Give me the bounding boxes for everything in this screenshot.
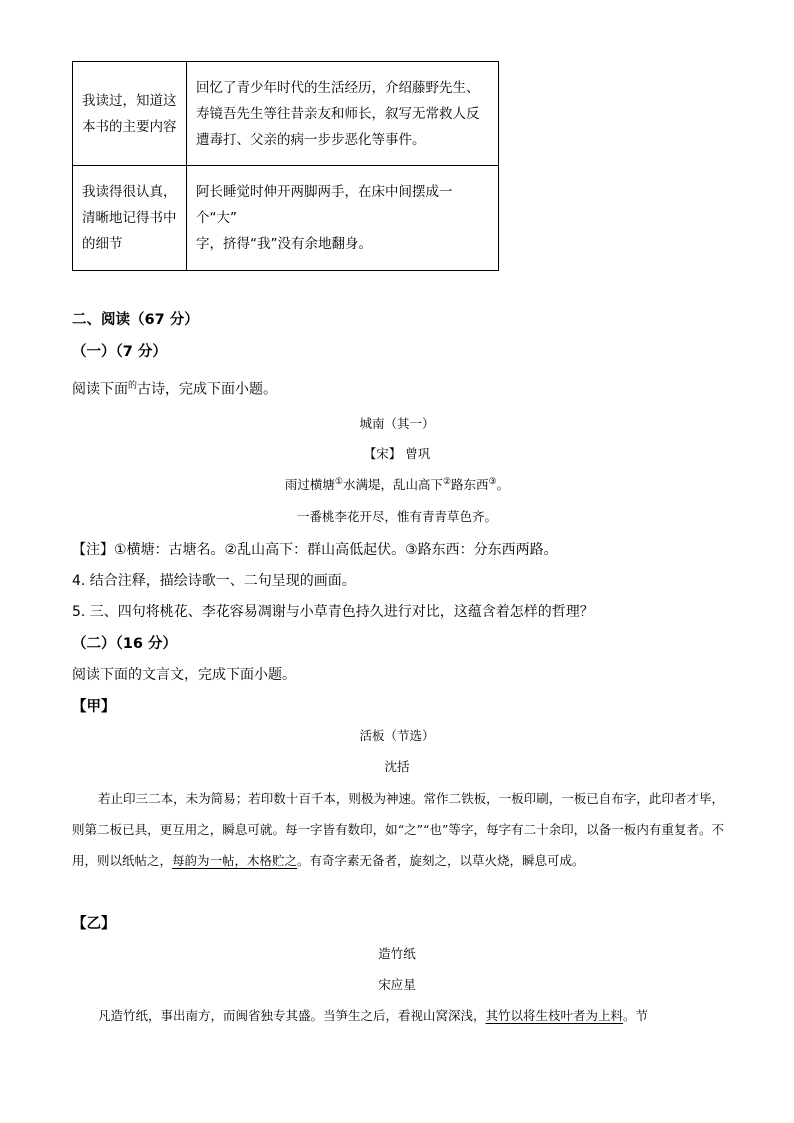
passage-text: 。节 — [623, 1008, 649, 1023]
question-4: 4. 结合注释，描绘诗歌一、二句呈现的画面。 — [72, 573, 356, 589]
instruction-segment: 古诗，完成下面小题。 — [137, 381, 278, 398]
part-heading: （二）（16 分） — [72, 636, 177, 652]
reading-record-table — [72, 61, 499, 271]
cell-text-line: 字，挤得“我”没有余地翻身。 — [196, 236, 372, 252]
passage-title: 活板（节选） — [359, 728, 435, 743]
poem-text: 。 — [496, 477, 510, 492]
passage-text: 。有奇字素无备者，旋刻之，以草火烧，瞬息可成。 — [297, 853, 585, 868]
passage-author: 沈括 — [384, 759, 410, 774]
table-row — [73, 166, 499, 271]
passage-label-jia: 【甲】 — [72, 699, 116, 715]
cell-text-line: 回忆了青少年时代的生活经历，介绍藤野先生、 — [196, 79, 480, 96]
table-content-cell — [187, 62, 499, 166]
cell-text-line: 阿长睡觉时伸开两脚两手，在床中间摆成一个“大” — [196, 184, 453, 226]
passage-text: 若止印三二本，未为简易；若印数十百千本，则极为神速。常作二铁板，一板印刷，一板已自布字，此印者才毕，则第二板已具，更互用之，瞬息可就。每一字皆有数印，如“之”“也”等字，每字有二十余印，以备一板内有重复者。不用，则以纸帖之， — [72, 791, 724, 868]
question-5: 5. 三、四句将桃花、李花容易凋谢与小草青色持久进行对比，这蕴含着怎样的哲理？ — [72, 604, 594, 620]
part-heading: （一）（7 分） — [72, 344, 167, 360]
cell-text-line: 本书的主要内容 — [82, 118, 177, 135]
instruction-segment: 阅读下面 — [72, 381, 128, 398]
instruction-text: 阅读下面的文言文，完成下面小题。 — [72, 667, 296, 683]
passage-label-yi: 【乙】 — [72, 916, 116, 932]
note-mark: ② — [442, 476, 452, 487]
underlined-sentence: 每韵为一帖，木格贮之 — [172, 853, 298, 868]
passage-title: 造竹纸 — [378, 946, 416, 961]
poem-text: 水满堤，乱山高下 — [342, 477, 443, 492]
section-heading: 二、阅读（67 分） — [72, 312, 199, 328]
passage-yi-text — [72, 1000, 724, 1031]
table-label-cell — [73, 166, 187, 271]
table-label-cell — [73, 62, 187, 166]
poem-line-2: 一番桃李花开尽，惟有青青草色齐。 — [296, 509, 497, 524]
poem-line-1 — [0, 475, 794, 493]
cell-text-line: 寿镜吾先生等往昔亲友和师长，叙写无常救人反 — [196, 105, 480, 122]
note-mark: ③ — [488, 476, 497, 487]
cell-text-line: 遭毒打、父亲的病一步步恶化等事件。 — [196, 131, 426, 148]
table-content-cell — [187, 166, 499, 271]
cell-text-line: 清晰地记得书中 — [82, 210, 177, 226]
poem-text: 雨过横塘 — [284, 477, 335, 492]
passage-text: 凡造竹纸，事出南方，而闽省独专其盛。当笋生之后，看视山窝深浅， — [98, 1008, 486, 1023]
instruction-text — [72, 378, 277, 399]
passage-jia-text — [72, 783, 724, 876]
table-row — [73, 62, 499, 166]
cell-text-line: 的细节 — [82, 236, 123, 252]
poem-notes: 【注】①横塘：古塘名。②乱山高下：群山高低起伏。③路东西：分东西两路。 — [72, 542, 558, 558]
poem-author: 【宋】 曾巩 — [363, 446, 431, 461]
cell-text-line: 我读得很认真， — [82, 184, 177, 200]
poem-title: 城南（其一） — [359, 416, 435, 431]
note-mark: ① — [334, 476, 343, 487]
poem-text: 路东西 — [451, 477, 489, 492]
instruction-segment: 的 — [128, 381, 138, 391]
underlined-sentence: 其竹以将生枝叶者为上料 — [485, 1008, 624, 1023]
cell-text-line: 我读过，知道这 — [82, 92, 177, 109]
passage-author: 宋应星 — [378, 977, 416, 992]
